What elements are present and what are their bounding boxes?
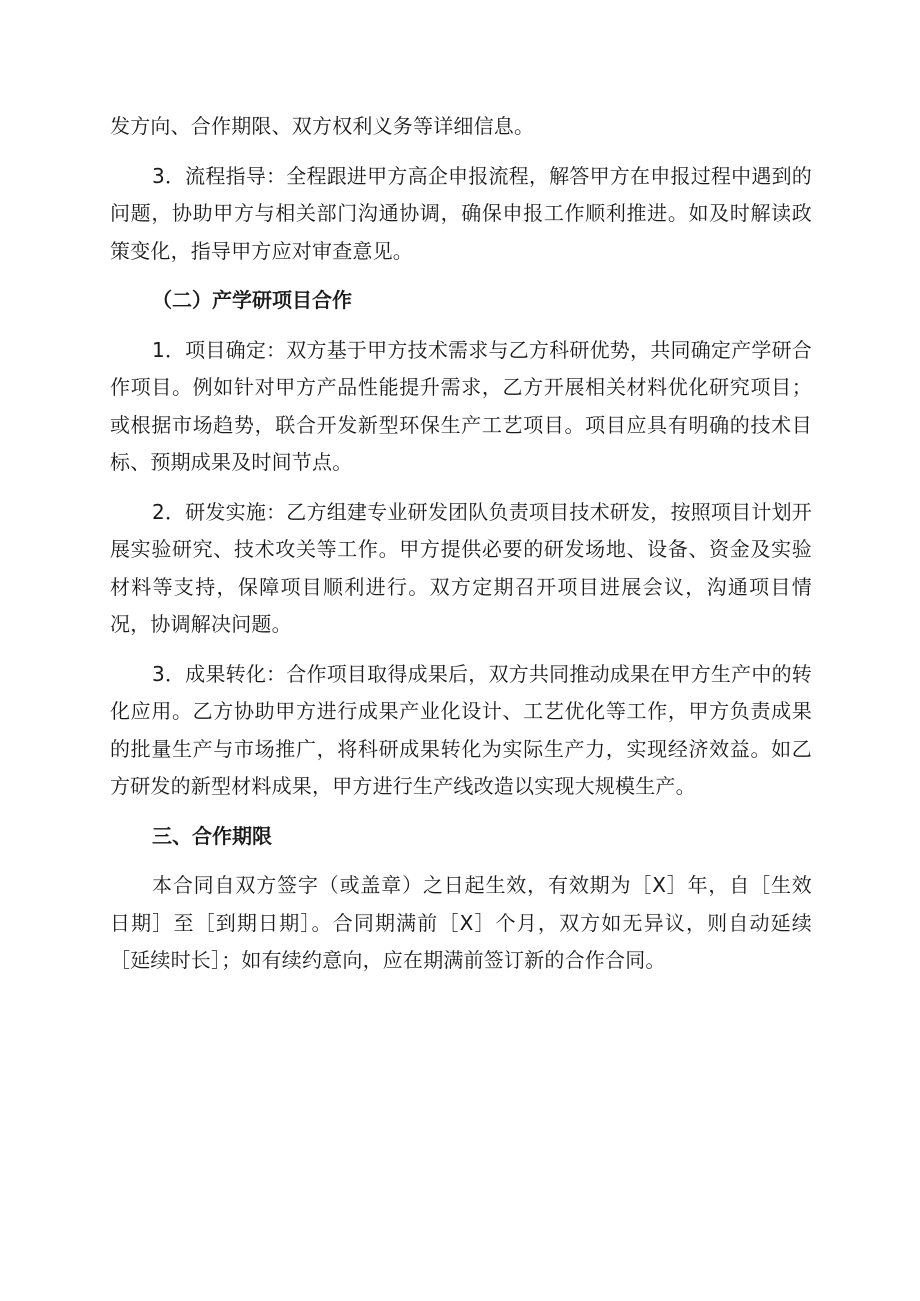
paragraph-result-transformation: 3．成果转化：合作项目取得成果后，双方共同推动成果在甲方生产中的转化应用。乙方协助甲方进行成果产业化设计、工艺优化等工作，甲方负责成果的批量生产与市场推广，将科研成果转化为实际生产力，实现经济效益。如乙方研发的新型材料成果，甲方进行生产线改造以实现大规模生产。 xyxy=(110,661,812,798)
paragraph-project-determination: 1．项目确定：双方基于甲方技术需求与乙方科研优势，共同确定产学研合作项目。例如针对甲方产品性能提升需求，乙方开展相关材料优化研究项目；或根据市场趋势，联合开发新型环保生产工艺项目。项目应具有明确的技术目标、预期成果及时间节点。 xyxy=(110,337,812,474)
paragraph-process-guidance: 3．流程指导：全程跟进甲方高企申报流程，解答甲方在申报过程中遇到的问题，协助甲方与相关部门沟通协调，确保申报工作顺利推进。如及时解读政策变化，指导甲方应对审查意见。 xyxy=(110,163,812,263)
section-subheading-industry-research: （二）产学研项目合作 xyxy=(152,288,352,312)
section-heading-cooperation-term: 三、合作期限 xyxy=(152,823,272,848)
document-body xyxy=(110,108,812,992)
paragraph-rd-implementation: 2．研发实施：乙方组建专业研发团队负责项目技术研发，按照项目计划开展实验研究、技术攻关等工作。甲方提供必要的研发场地、设备、资金及实验材料等支持，保障项目顺利进行。双方定期召开项目进展会议，沟通项目情况，协调解决问题。 xyxy=(110,499,812,636)
paragraph-continuation: 发方向、合作期限、双方权利义务等详细信息。 xyxy=(110,114,535,138)
paragraph-contract-term: 本合同自双方签字（或盖章）之日起生效，有效期为［X］年，自［生效日期］至［到期日期］。合同期满前［X］个月，双方如无异议，则自动延续［延续时长］；如有续约意向，应在期满前签订新的合作合同。 xyxy=(110,873,812,972)
